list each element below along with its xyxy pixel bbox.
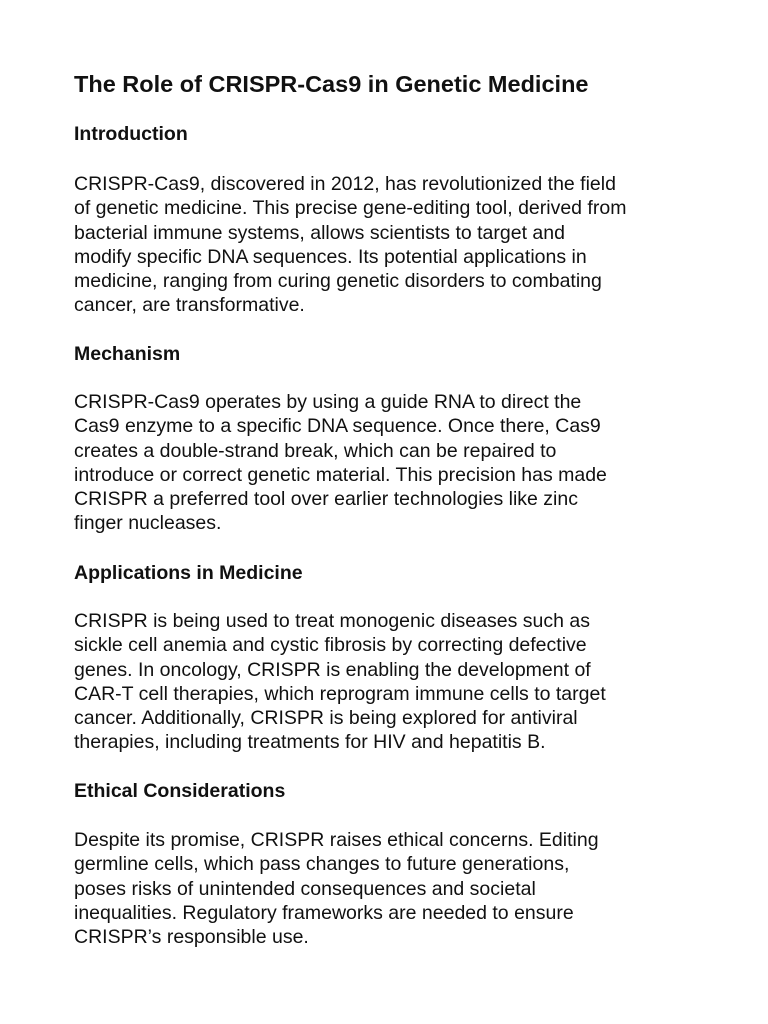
paragraph-line: Cas9 enzyme to a specific DNA sequence. Once there, Cas9 <box>74 415 601 438</box>
section-heading-mechanism: Mechanism <box>74 343 181 365</box>
paragraph-line: introduce or correct genetic material. This precision has made <box>74 463 607 486</box>
paragraph-line: CRISPR-Cas9 operates by using a guide RNA to direct the <box>74 391 582 413</box>
paragraph-applications <box>74 609 714 755</box>
paragraph-line: finger nucleases. <box>74 512 222 535</box>
paragraph-line: germline cells, which pass changes to future generations, <box>74 853 570 876</box>
paragraph-line: cancer, are transformative. <box>74 294 305 317</box>
paragraph-line: therapies, including treatments for HIV and hepatitis B. <box>74 731 546 754</box>
paragraph-introduction <box>74 172 714 318</box>
paragraph-line: medicine, ranging from curing genetic disorders to combating <box>74 270 602 293</box>
paragraph-line: genes. In oncology, CRISPR is enabling the development of <box>74 658 591 681</box>
paragraph-line: CRISPR’s responsible use. <box>74 926 309 949</box>
paragraph-line: sickle cell anemia and cystic fibrosis by correcting defective <box>74 634 587 657</box>
paragraph-line: poses risks of unintended consequences and societal <box>74 877 536 900</box>
section-heading-introduction: Introduction <box>74 123 188 145</box>
paragraph-line: of genetic medicine. This precise gene-editing tool, derived from <box>74 197 627 220</box>
paragraph-line: CAR-T cell therapies, which reprogram immune cells to target <box>74 682 606 705</box>
section-heading-ethical-considerations: Ethical Considerations <box>74 780 286 802</box>
paragraph-line: cancer. Additionally, CRISPR is being explored for antiviral <box>74 707 578 730</box>
paragraph-line: CRISPR is being used to treat monogenic diseases such as <box>74 610 590 632</box>
paragraph-line: Despite its promise, CRISPR raises ethical concerns. Editing <box>74 829 599 851</box>
paragraph-line: CRISPR a preferred tool over earlier technologies like zinc <box>74 488 578 511</box>
paragraph-mechanism <box>74 390 714 536</box>
paragraph-ethical-considerations <box>74 828 714 949</box>
section-heading-applications: Applications in Medicine <box>74 562 303 584</box>
paragraph-line: inequalities. Regulatory frameworks are needed to ensure <box>74 901 574 924</box>
paragraph-line: modify specific DNA sequences. Its potential applications in <box>74 245 587 268</box>
document-title: The Role of CRISPR-Cas9 in Genetic Medicine <box>74 71 589 97</box>
paragraph-line: creates a double-strand break, which can be repaired to <box>74 439 557 462</box>
paragraph-line: bacterial immune systems, allows scientists to target and <box>74 221 565 244</box>
paragraph-line: CRISPR-Cas9, discovered in 2012, has revolutionized the field <box>74 173 616 195</box>
